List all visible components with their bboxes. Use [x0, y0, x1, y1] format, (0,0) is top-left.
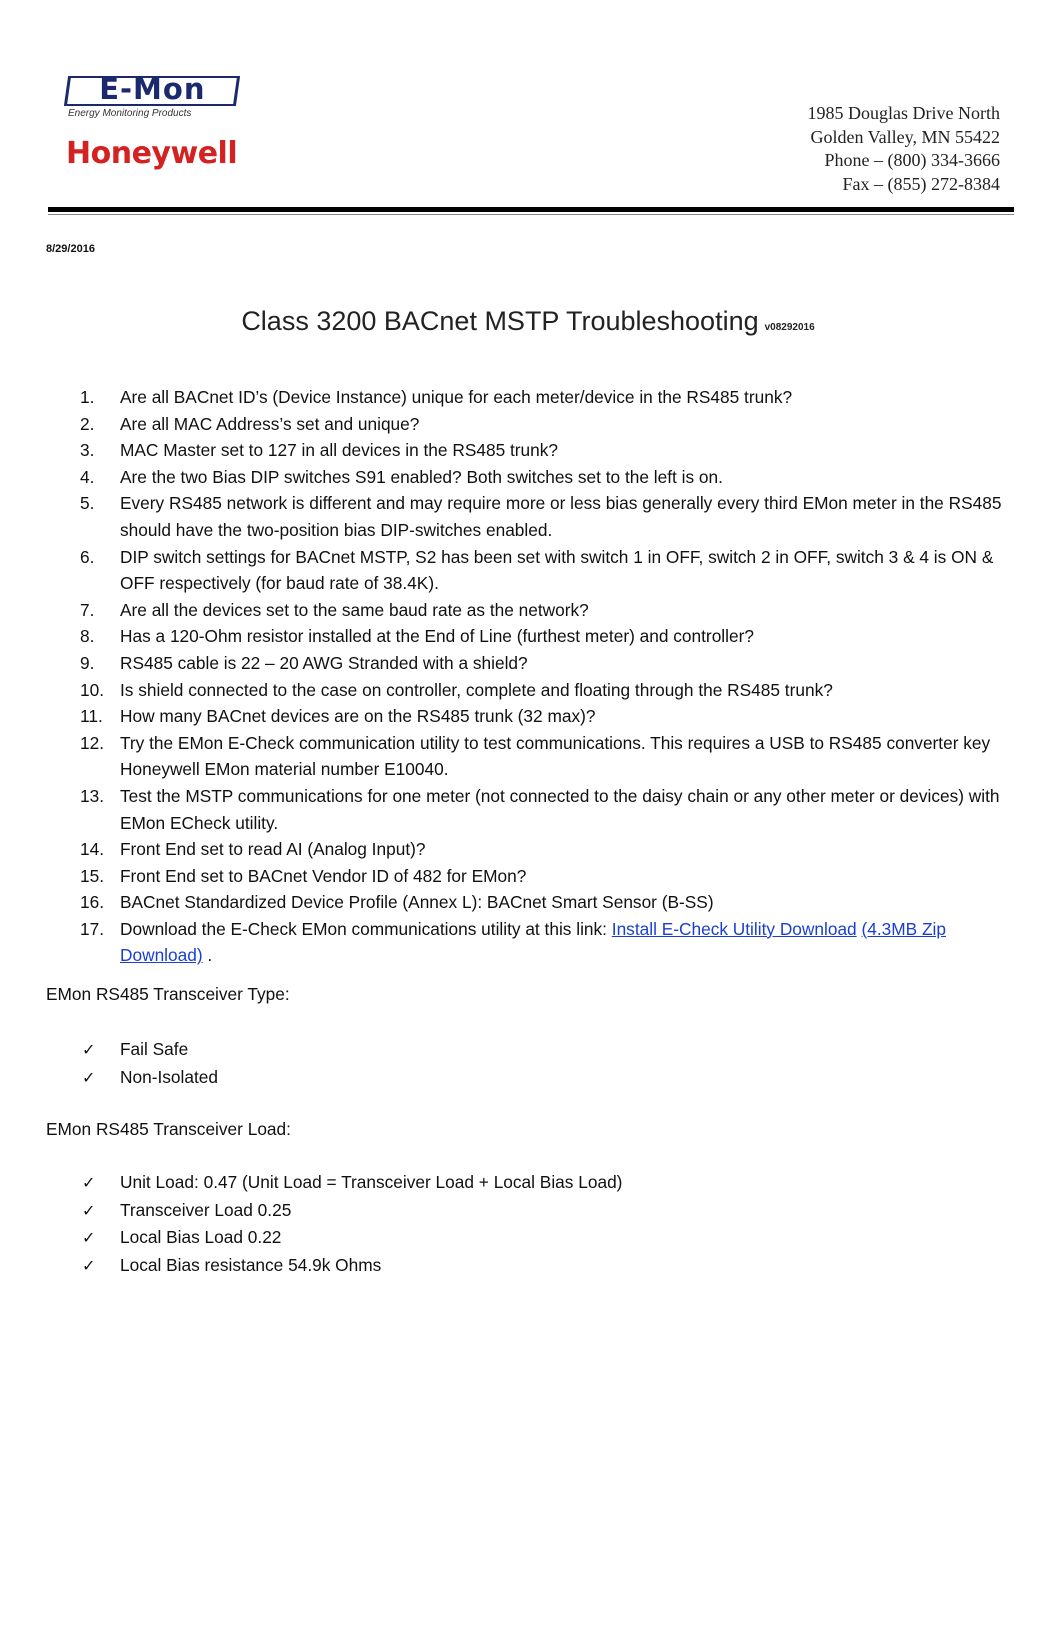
- address-line: 1985 Douglas Drive North: [807, 103, 1000, 123]
- item-number: 1.: [80, 387, 95, 407]
- checkmark-icon: ✓: [82, 1067, 96, 1087]
- checkmark-icon: ✓: [82, 1173, 96, 1192]
- item-text: Are all the devices set to the same baud rate as the network?: [120, 599, 589, 620]
- item-text: Are all BACnet ID’s (Device Instance) unique for each meter/device in the RS485 trunk?: [120, 387, 793, 407]
- item-tail: .: [202, 945, 213, 966]
- item-number: 6.: [80, 546, 95, 567]
- list-item: [80, 916, 1010, 969]
- item-text: Is shield connected to the case on controller, complete and floating through the RS485 trunk?: [120, 679, 833, 700]
- item-text: Are the two Bias DIP switches S91 enabled? Both switches set to the left is on.: [120, 466, 723, 487]
- title-text: Class 3200 BACnet MSTP Troubleshooting: [241, 306, 759, 336]
- transceiver-type-heading: EMon RS485 Transceiver Type:: [46, 984, 290, 1004]
- list-item: [80, 623, 1010, 650]
- item-number: 2.: [80, 413, 95, 434]
- list-item: [80, 889, 1010, 916]
- list-item: [80, 384, 1010, 411]
- item-number: 17.: [80, 918, 105, 939]
- item-text: Try the EMon E-Check communication utility to test communications. This requires a USB to RS485 converter key Honeywell EMon material number E10040.: [120, 732, 991, 780]
- emon-logo: [64, 72, 240, 106]
- list-item: [80, 863, 1010, 890]
- checkmark-icon: ✓: [82, 1200, 96, 1220]
- item-number: 13.: [80, 785, 105, 806]
- item-text: Front End set to read AI (Analog Input)?: [120, 839, 426, 860]
- item-text: Test the MSTP communications for one meter (not connected to the daisy chain or any other meter or devices) with EMon ECheck utility.: [120, 785, 1000, 833]
- emon-logo-text: E-Mon: [99, 72, 206, 106]
- checkmark-icon: ✓: [82, 1228, 96, 1247]
- item-number: 10.: [80, 679, 105, 700]
- list-item: [80, 783, 1010, 836]
- check-item: [80, 1197, 622, 1225]
- checkmark-icon: ✓: [82, 1255, 96, 1275]
- list-item: [80, 464, 1010, 491]
- item-text: Download the E-Check EMon communications utility at this link:: [120, 918, 612, 939]
- item-number: 9.: [80, 652, 95, 673]
- echeck-download-link[interactable]: Install E-Check Utility Download: [611, 918, 857, 939]
- transceiver-load-heading: EMon RS485 Transceiver Load:: [46, 1119, 291, 1139]
- item-number: 11.: [80, 706, 103, 727]
- item-number: 8.: [80, 626, 95, 647]
- list-item: [80, 703, 1010, 730]
- transceiver-type-list: [80, 1036, 218, 1091]
- list-item: [80, 597, 1010, 624]
- logo-tagline: Energy Monitoring Products: [68, 108, 192, 119]
- list-item: [80, 490, 1010, 543]
- item-number: 3.: [80, 440, 95, 461]
- item-number: 14.: [80, 839, 105, 860]
- page-title: [0, 306, 1056, 337]
- item-number: 5.: [80, 493, 95, 514]
- address-line: Fax – (855) 272-8384: [842, 173, 1000, 194]
- list-item: [80, 544, 1010, 597]
- check-item-text: Local Bias Load 0.22: [120, 1227, 282, 1247]
- item-number: 12.: [80, 732, 105, 753]
- troubleshooting-list: [80, 384, 1010, 969]
- item-text: MAC Master set to 127 in all devices in the RS485 trunk?: [120, 440, 559, 461]
- check-item-text: Local Bias resistance 54.9k Ohms: [120, 1254, 382, 1275]
- item-text: Front End set to BACnet Vendor ID of 482 for EMon?: [120, 865, 527, 886]
- check-item: [80, 1169, 622, 1197]
- address-line: Phone – (800) 334-3666: [824, 150, 1000, 170]
- check-item-text: Non-Isolated: [120, 1066, 218, 1087]
- item-text: BACnet Standardized Device Profile (Annex L): BACnet Smart Sensor (B-SS): [120, 892, 714, 913]
- check-item-text: Transceiver Load 0.25: [120, 1199, 292, 1220]
- item-number: 4.: [80, 466, 95, 487]
- checkmark-icon: ✓: [82, 1040, 96, 1059]
- header-divider: [48, 207, 1014, 212]
- item-number: 15.: [80, 865, 105, 886]
- list-item: [80, 677, 1010, 704]
- item-text: Has a 120-Ohm resistor installed at the End of Line (furthest meter) and controller?: [120, 626, 754, 647]
- honeywell-logo: Honeywell: [66, 136, 238, 171]
- check-item: [80, 1224, 622, 1252]
- list-item: [80, 730, 1010, 783]
- item-text: DIP switch settings for BACnet MSTP, S2 has been set with switch 1 in OFF, switch 2 in OFF, switch 3 & 4 is ON & OFF respectively (for baud rate of 38.4K).: [120, 546, 994, 594]
- zip-download-link[interactable]: (4.3MB Zip Download): [120, 918, 947, 966]
- address-block: [808, 102, 1000, 196]
- item-text: RS485 cable is 22 – 20 AWG Stranded with a shield?: [120, 652, 528, 673]
- item-text: Are all MAC Address’s set and unique?: [120, 413, 420, 434]
- check-item: [80, 1252, 622, 1280]
- item-text: Every RS485 network is different and may require more or less bias generally every third EMon meter in the RS485 should have the two-position bias DIP-switches enabled.: [120, 493, 1002, 540]
- check-item-text: Unit Load: 0.47 (Unit Load = Transceiver Load + Local Bias Load): [120, 1172, 623, 1192]
- list-item: [80, 650, 1010, 677]
- check-item-text: Fail Safe: [120, 1039, 189, 1059]
- item-text: How many BACnet devices are on the RS485 trunk (32 max)?: [120, 706, 596, 727]
- item-number: 16.: [80, 892, 105, 913]
- item-number: 7.: [80, 599, 95, 620]
- list-item: [80, 836, 1010, 863]
- document-date: 8/29/2016: [46, 243, 95, 255]
- check-item: [80, 1064, 218, 1092]
- address-line: Golden Valley, MN 55422: [810, 126, 1000, 147]
- header-divider-thin: [48, 214, 1014, 215]
- list-item: [80, 411, 1010, 438]
- list-item: [80, 437, 1010, 464]
- transceiver-load-list: [80, 1169, 622, 1279]
- version-label: v08292016: [764, 322, 815, 333]
- check-item: [80, 1036, 218, 1064]
